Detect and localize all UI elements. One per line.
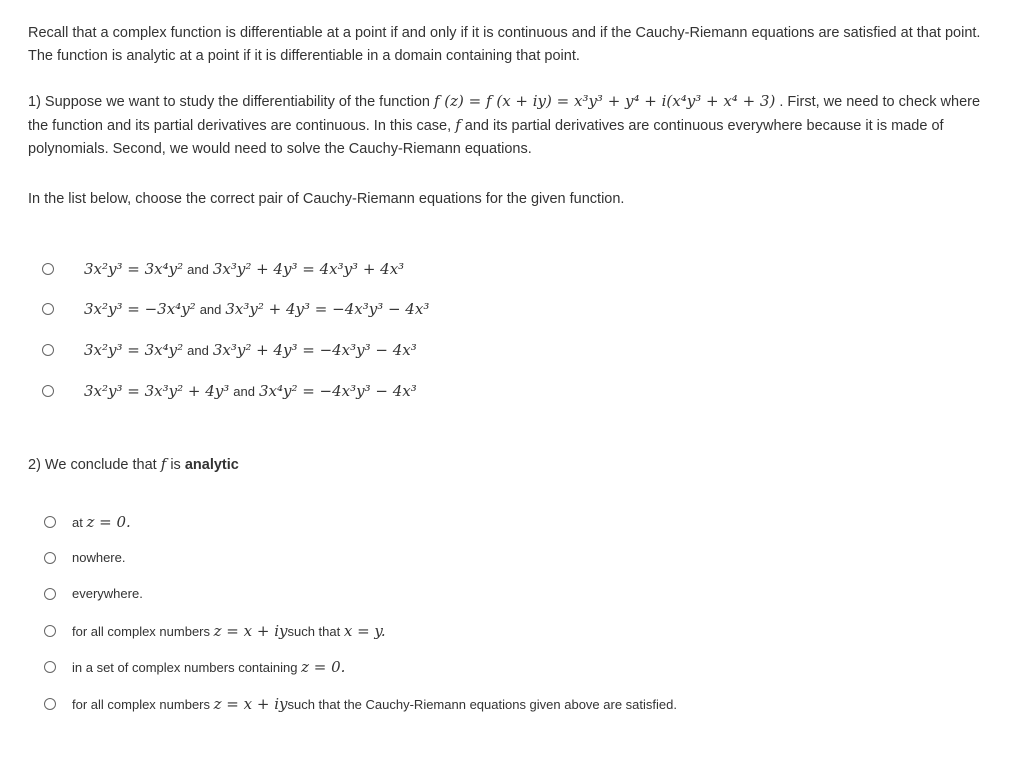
function-definition: f (z) = f (x + iy) = x³y³ + y⁴ + i(x⁴y³ + x⁴ + 3): [433, 92, 776, 110]
analytic-option-5[interactable]: [44, 658, 345, 676]
option-math: z = x + iy: [213, 695, 288, 713]
radio-button[interactable]: [44, 625, 56, 637]
cr-option-2[interactable]: [42, 300, 429, 318]
radio-button[interactable]: [42, 263, 54, 275]
f-symbol: f: [160, 455, 167, 473]
cr-option-1[interactable]: [42, 260, 404, 278]
radio-button[interactable]: [42, 303, 54, 315]
option-math: z = 0.: [86, 513, 131, 531]
option-math-2: x = y.: [343, 622, 386, 640]
equation-2: 3x⁴y² = −4x³y³ − 4x³: [258, 382, 417, 400]
option-text: for all complex numbers: [72, 696, 210, 712]
radio-button[interactable]: [44, 698, 56, 710]
equation-1: 3x²y³ = 3x⁴y²: [84, 341, 184, 359]
option-text-b: such that the Cauchy-Riemann equations given above are satisfied.: [287, 696, 677, 712]
equation-1: 3x²y³ = −3x⁴y²: [84, 300, 196, 318]
intro-text: Recall that a complex function is differentiable at a point if and only if it is continuous and if the Cauchy-Riemann equations are satisfied at that point. The function is analytic at a point if it is differentiable in a domain containing that point.: [28, 25, 981, 64]
radio-button[interactable]: [44, 552, 56, 564]
and-label: and: [233, 383, 255, 399]
q2-text: 2) We conclude that: [28, 457, 161, 473]
analytic-option-1[interactable]: [44, 513, 131, 531]
radio-button[interactable]: [42, 344, 54, 356]
analytic-option-3[interactable]: [44, 586, 143, 601]
analytic-option-6[interactable]: [44, 695, 677, 713]
option-text: nowhere.: [72, 550, 126, 565]
cr-option-3[interactable]: [42, 341, 417, 359]
q1-text-b: . First, we need to check where the function and its partial derivatives are continuous. In this case,: [28, 94, 981, 134]
equation-1: 3x²y³ = 3x⁴y²: [84, 260, 184, 278]
option-text: for all complex numbers: [72, 623, 210, 639]
and-label: and: [187, 261, 209, 277]
question-2-text: [28, 453, 239, 477]
analytic-option-2[interactable]: [44, 550, 125, 565]
equation-2: 3x³y² + 4y³ = 4x³y³ + 4x³: [212, 260, 405, 278]
option-text-b: such that: [287, 623, 341, 639]
radio-button[interactable]: [42, 385, 54, 397]
option-math: z = 0.: [301, 658, 346, 676]
radio-button[interactable]: [44, 516, 56, 528]
option-text: everywhere.: [72, 586, 143, 601]
radio-button[interactable]: [44, 588, 56, 600]
and-label: and: [187, 342, 209, 358]
equation-2: 3x³y² + 4y³ = −4x³y³ − 4x³: [225, 300, 430, 318]
cr-option-4[interactable]: [42, 382, 417, 400]
option-text: in a set of complex numbers containing: [72, 659, 298, 675]
radio-button[interactable]: [44, 661, 56, 673]
option-math: z = x + iy: [213, 622, 288, 640]
option-text: at: [72, 514, 83, 530]
equation-2: 3x³y² + 4y³ = −4x³y³ − 4x³: [212, 341, 417, 359]
analytic-label: analytic: [184, 457, 239, 473]
q2-is: is: [166, 457, 185, 473]
and-label: and: [199, 301, 222, 317]
equation-1: 3x²y³ = 3x³y² + 4y³: [84, 382, 230, 400]
q1-text-c: and its partial derivatives are continuous everywhere because it is made of polynomials. Second, we would need to solve the Cauchy-Riemann equations.: [28, 118, 944, 157]
q1-text-a: 1) Suppose we want to study the differentiability of the function: [28, 94, 434, 110]
f-symbol: f: [455, 116, 461, 134]
analytic-option-4[interactable]: [44, 622, 386, 640]
question-1-text: [28, 90, 996, 161]
question-1-prompt: In the list below, choose the correct pair of Cauchy-Riemann equations for the given function.: [28, 191, 625, 207]
